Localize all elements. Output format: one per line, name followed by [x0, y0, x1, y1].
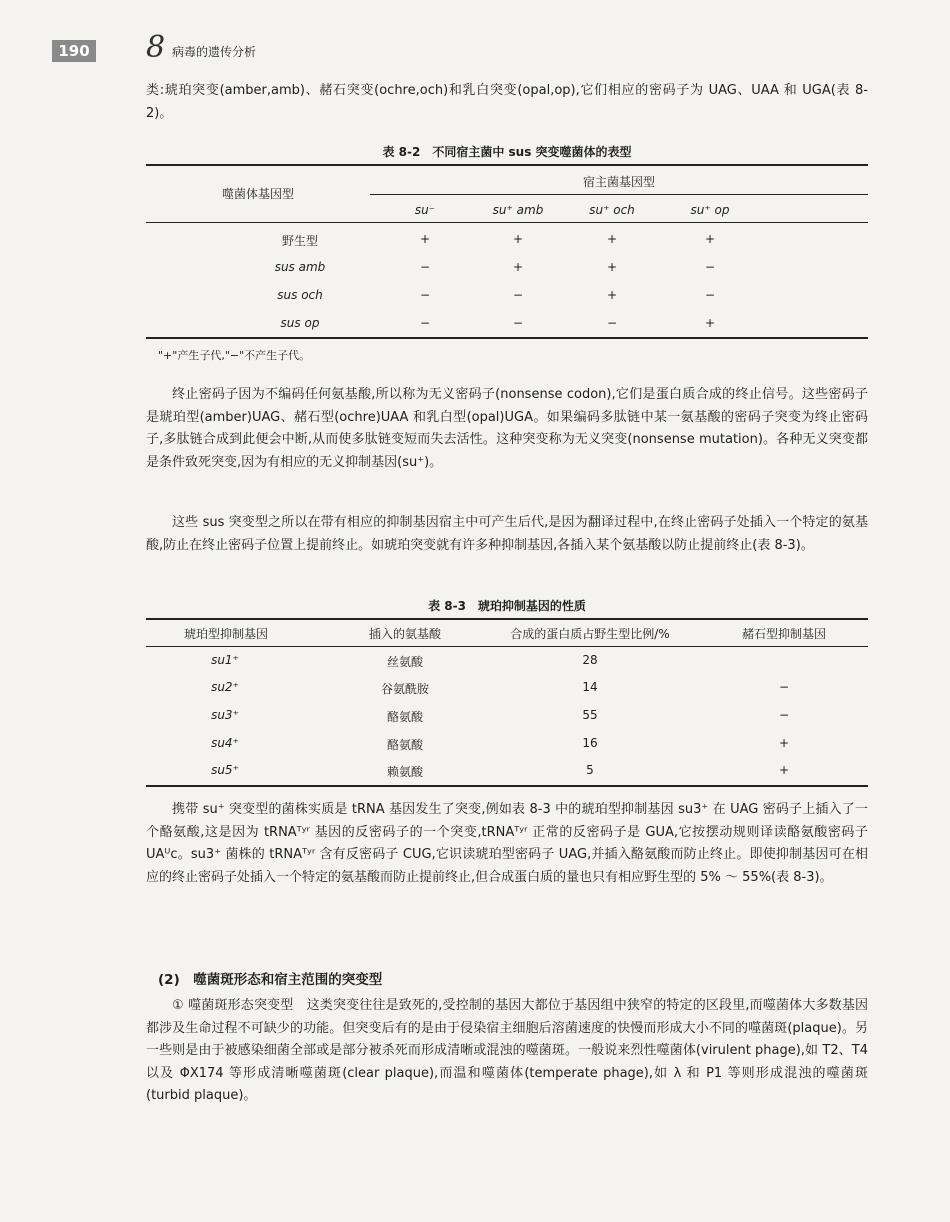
table-8-2-note: "+"产生子代,"−"不产生子代。 [158, 349, 311, 362]
table-8-2-cell: + [606, 260, 618, 274]
table-8-2-cell: + [419, 232, 431, 246]
table-8-2-bottom-rule [146, 337, 868, 339]
table-8-2-host-col: su⁻ [414, 203, 436, 217]
table-8-2-cell: − [512, 316, 524, 330]
section-heading: (2) 噬菌斑形态和宿主范围的突变型 [158, 972, 383, 988]
table-8-3-caption: 表 8-3 琥珀抑制基因的性质 [428, 599, 586, 613]
table-8-3-bottom-rule [146, 785, 868, 787]
table-8-3-pct: 5 [586, 763, 594, 777]
page-number: 190 [52, 40, 96, 62]
table-8-3-aa: 酪氨酸 [386, 738, 423, 752]
table-8-2-row-name: sus och [277, 288, 323, 302]
table-8-3-gene: su5⁺ [211, 763, 239, 777]
table-8-3-header: 合成的蛋白质占野生型比例/% [510, 627, 670, 641]
table-8-3-top-rule [146, 618, 868, 620]
table-8-3-aa: 酪氨酸 [386, 710, 423, 724]
table-8-2-cell: − [704, 260, 716, 274]
table-8-2-col-host: 宿主菌基因型 [582, 175, 655, 189]
table-8-2-caption: 表 8-2 不同宿主菌中 sus 突变噬菌体的表型 [382, 145, 632, 159]
table-8-3-och: − [778, 708, 790, 722]
table-8-3-aa: 赖氨酸 [386, 765, 423, 779]
table-8-2-cell: + [512, 232, 524, 246]
paragraph-nonsense-codon: 终止密码子因为不编码任何氨基酸,所以称为无义密码子(nonsense codon),它们是蛋白质合成的终止信号。这些密码子是琥珀型(amber)UAG、赭石型(ochre)UAA 和乳白型(opal)UGA。如果编码多肽链中某一氨基酸的密码子突变为终止密码子,多肽链合成到此便会中断,从而使多肽链变短而失去活性。这种突变称为无义突变(nonsense mutation)。各种无义突变都是条件致死突变,因为有相应的无义抑制基因(su⁺)。 [146, 387, 868, 470]
table-8-2-cell: + [704, 232, 716, 246]
table-8-2-cell: + [606, 232, 618, 246]
paragraph-sus-mutants: 这些 sus 突变型之所以在带有相应的抑制基因宿主中可产生后代,是因为翻译过程中,在终止密码子处插入一个特定的氨基酸,防止在终止密码子位置上提前终止。如琥珀突变就有许多种抑制基因,各插入某个氨基酸以防止提前终止(表 8-3)。 [146, 515, 868, 553]
table-8-3-och: + [778, 736, 790, 750]
table-8-3-aa: 谷氨酰胺 [380, 682, 429, 696]
table-8-3-pct: 14 [582, 680, 598, 694]
table-8-3-och: − [778, 680, 790, 694]
table-8-3-gene: su3⁺ [211, 708, 239, 722]
table-8-3-header-rule [146, 646, 868, 647]
table-8-2-row-name: sus amb [274, 260, 326, 274]
table-8-2-cell: − [419, 316, 431, 330]
table-8-3-gene: su2⁺ [211, 680, 239, 694]
table-8-2-host-col: su⁺ amb [492, 203, 544, 217]
table-8-2-host-rule [370, 194, 868, 195]
table-8-3-pct: 16 [582, 736, 598, 750]
table-8-2-cell: − [512, 288, 524, 302]
table-8-3-header: 赭石型抑制基因 [741, 627, 826, 641]
chapter-number: 8 [146, 30, 166, 65]
table-8-2-cell: + [704, 316, 716, 330]
table-8-2-host-col: su⁺ och [589, 203, 635, 217]
chapter-title: 病毒的遗传分析 [172, 45, 257, 59]
table-8-3-gene: su1⁺ [211, 653, 239, 667]
table-8-2-cell: − [606, 316, 618, 330]
table-8-2-top-rule [146, 164, 868, 166]
paragraph-plaque-mutants: ① 噬菌斑形态突变型 这类突变往往是致死的,受控制的基因大都位于基因组中狭窄的特定的区段里,而噬菌体大多数基因都涉及生命过程不可缺少的功能。但突变后有的是由于侵染宿主细胞后溶菌速度的快慢而形成大小不同的噬菌斑(plaque)。另一些则是由于被感染细菌全部或是部分被杀死而形成清晰或混浊的噬菌斑。一般说来烈性噬菌体(virulent phage),如 T2、T4 以及 ΦX174 等形成清晰噬菌斑(clear plaque),而温和噬菌体(temperate phage),如 λ 和 P1 等则形成混浊的噬菌斑(turbid plaque)。 [146, 998, 868, 1103]
table-8-2-cell: + [512, 260, 524, 274]
table-8-2-host-col: su⁺ op [690, 203, 730, 217]
table-8-3-gene: su4⁺ [211, 736, 239, 750]
table-8-2-row-name: 野生型 [281, 234, 318, 248]
paragraph-trna-suppressor: 携带 su⁺ 突变型的菌株实质是 tRNA 基因发生了突变,例如表 8-3 中的琥珀型抑制基因 su3⁺ 在 UAG 密码子上插入了一个酪氨酸,这是因为 tRNAᵀʸʳ 基因的反密码子的一个突变,tRNAᵀʸʳ 正常的反密码子是 GUA,它按摆动规则译读酪氨酸密码子 UAᵁc。su3⁺ 菌株的 tRNAᵀʸʳ 含有反密码子 CUG,它识读琥珀型密码子 UAG,并插入酪氨酸而防止终止。即使抑制基因可在相应的终止密码子处插入一个特定的氨基酸而防止提前终止,但合成蛋白质的量也只有相应野生型的 5% ～ 55%(表 8-3)。 [146, 802, 868, 885]
table-8-2-cell: + [606, 288, 618, 302]
table-8-3-aa: 丝氨酸 [386, 655, 423, 669]
table-8-3-och: + [778, 763, 790, 777]
table-8-3-header: 琥珀型抑制基因 [183, 627, 268, 641]
table-8-2-cell: − [419, 260, 431, 274]
table-8-2-row-name: sus op [280, 316, 320, 330]
intro-paragraph: 类:琥珀突变(amber,amb)、赭石突变(ochre,och)和乳白突变(opal,op),它们相应的密码子为 UAG、UAA 和 UGA(表 8-2)。 [146, 83, 868, 121]
table-8-2-cell: − [704, 288, 716, 302]
table-8-2-col-phage: 噬菌体基因型 [221, 187, 294, 201]
table-8-3-pct: 55 [582, 708, 598, 722]
table-8-2-cell: − [419, 288, 431, 302]
table-8-3-header: 插入的氨基酸 [368, 627, 441, 641]
table-8-2-header-rule [146, 222, 868, 223]
table-8-3-pct: 28 [582, 653, 598, 667]
